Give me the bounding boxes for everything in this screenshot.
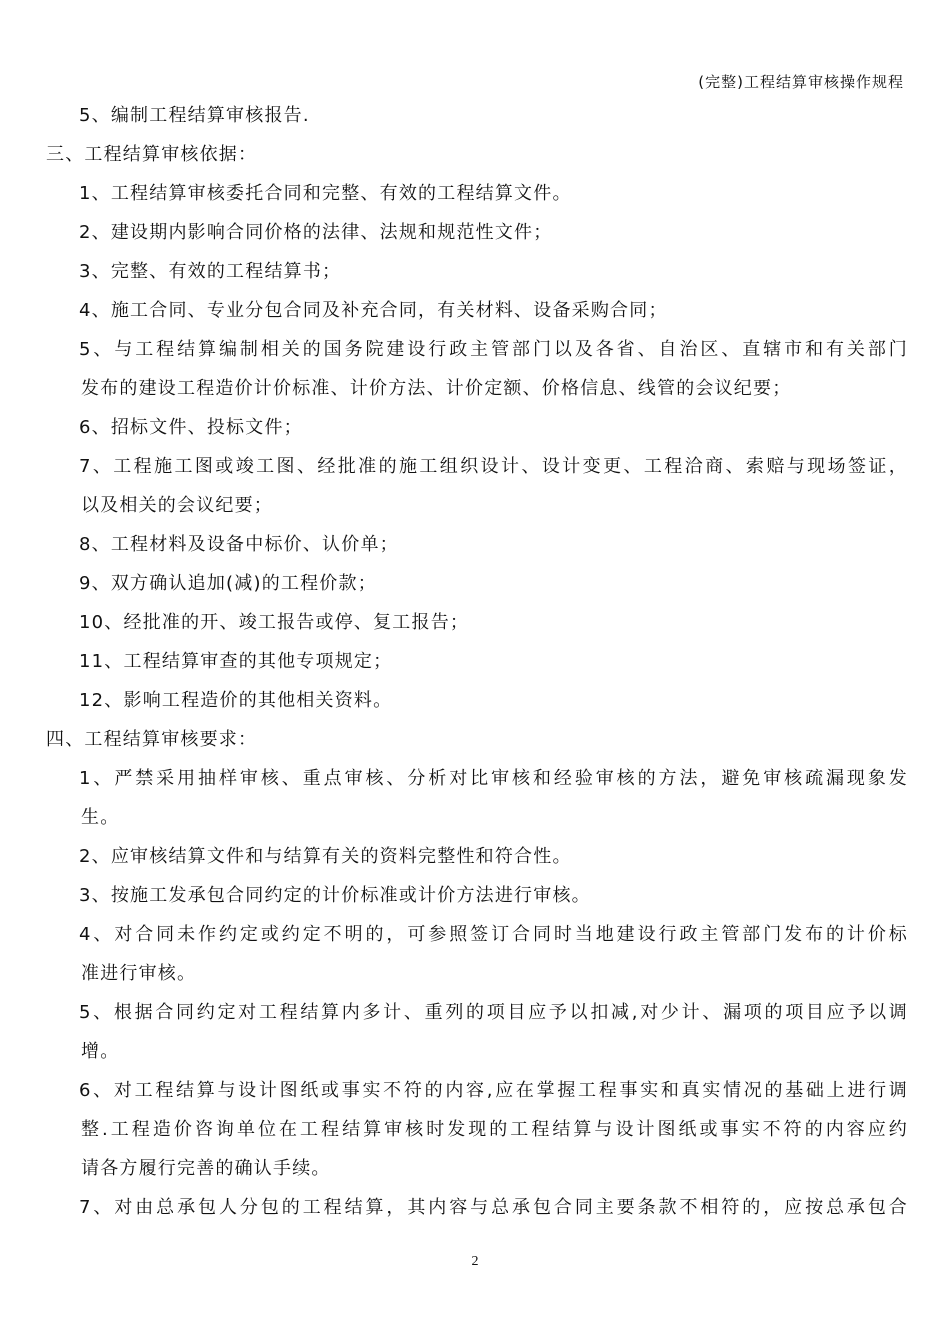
- text-line: 5、根据合同约定对工程结算内多计、重列的项目应予以扣减,对少计、漏项的项目应予以调: [79, 1002, 908, 1023]
- text-line: 生。: [81, 807, 120, 828]
- text-line: 准进行审核。: [81, 963, 197, 984]
- text-line: 7、对由总承包人分包的工程结算，其内容与总承包合同主要条款不相符的，应按总承包合: [79, 1197, 908, 1218]
- page-header: (完整)工程结算审核操作规程: [698, 73, 904, 91]
- text-line: 3、按施工发承包合同约定的计价标准或计价方法进行审核。: [79, 885, 591, 906]
- text-line: 5、与工程结算编制相关的国务院建设行政主管部门以及各省、自治区、直辖市和有关部门: [79, 339, 908, 360]
- text-line: 发布的建设工程造价计价标准、计价方法、计价定额、价格信息、线管的会议纪要；: [81, 378, 792, 399]
- text-line: 9、双方确认追加(减)的工程价款；: [79, 573, 377, 594]
- text-line: 以及相关的会议纪要；: [81, 495, 273, 516]
- text-line: 2、应审核结算文件和与结算有关的资料完整性和符合性。: [79, 846, 572, 867]
- page-number: 2: [471, 1254, 479, 1269]
- text-line: 6、对工程结算与设计图纸或事实不符的内容,应在掌握工程事实和真实情况的基础上进行调: [79, 1080, 908, 1101]
- text-line: 6、招标文件、投标文件；: [79, 417, 303, 438]
- text-line: 12、影响工程造价的其他相关资料。: [79, 690, 393, 711]
- section-heading: 三、工程结算审核依据：: [46, 144, 258, 165]
- text-line: 10、经批准的开、竣工报告或停、复工报告；: [79, 612, 470, 633]
- section-heading: 四、工程结算审核要求：: [46, 729, 258, 750]
- document-body: [46, 96, 908, 1227]
- text-line: 增。: [81, 1041, 120, 1062]
- text-line: 1、严禁采用抽样审核、重点审核、分析对比审核和经验审核的方法，避免审核疏漏现象发: [79, 768, 908, 789]
- text-line: 整.工程造价咨询单位在工程结算审核时发现的工程结算与设计图纸或事实不符的内容应约: [81, 1119, 908, 1140]
- text-line: 8、工程材料及设备中标价、认价单；: [79, 534, 399, 555]
- text-line: 请各方履行完善的确认手续。: [81, 1158, 331, 1179]
- text-line: 2、建设期内影响合同价格的法律、法规和规范性文件；: [79, 222, 553, 243]
- text-line: 4、对合同未作约定或约定不明的，可参照签订合同时当地建设行政主管部门发布的计价标: [79, 924, 908, 945]
- text-line: 3、完整、有效的工程结算书；: [79, 261, 342, 282]
- text-line: 7、工程施工图或竣工图、经批准的施工组织设计、设计变更、工程洽商、索赔与现场签证，: [79, 456, 908, 477]
- text-line: 4、施工合同、专业分包合同及补充合同，有关材料、设备采购合同；: [79, 300, 668, 321]
- text-line: 11、工程结算审查的其他专项规定；: [79, 651, 393, 672]
- text-line: 5、编制工程结算审核报告.: [79, 105, 310, 126]
- text-line: 1、工程结算审核委托合同和完整、有效的工程结算文件。: [79, 183, 572, 204]
